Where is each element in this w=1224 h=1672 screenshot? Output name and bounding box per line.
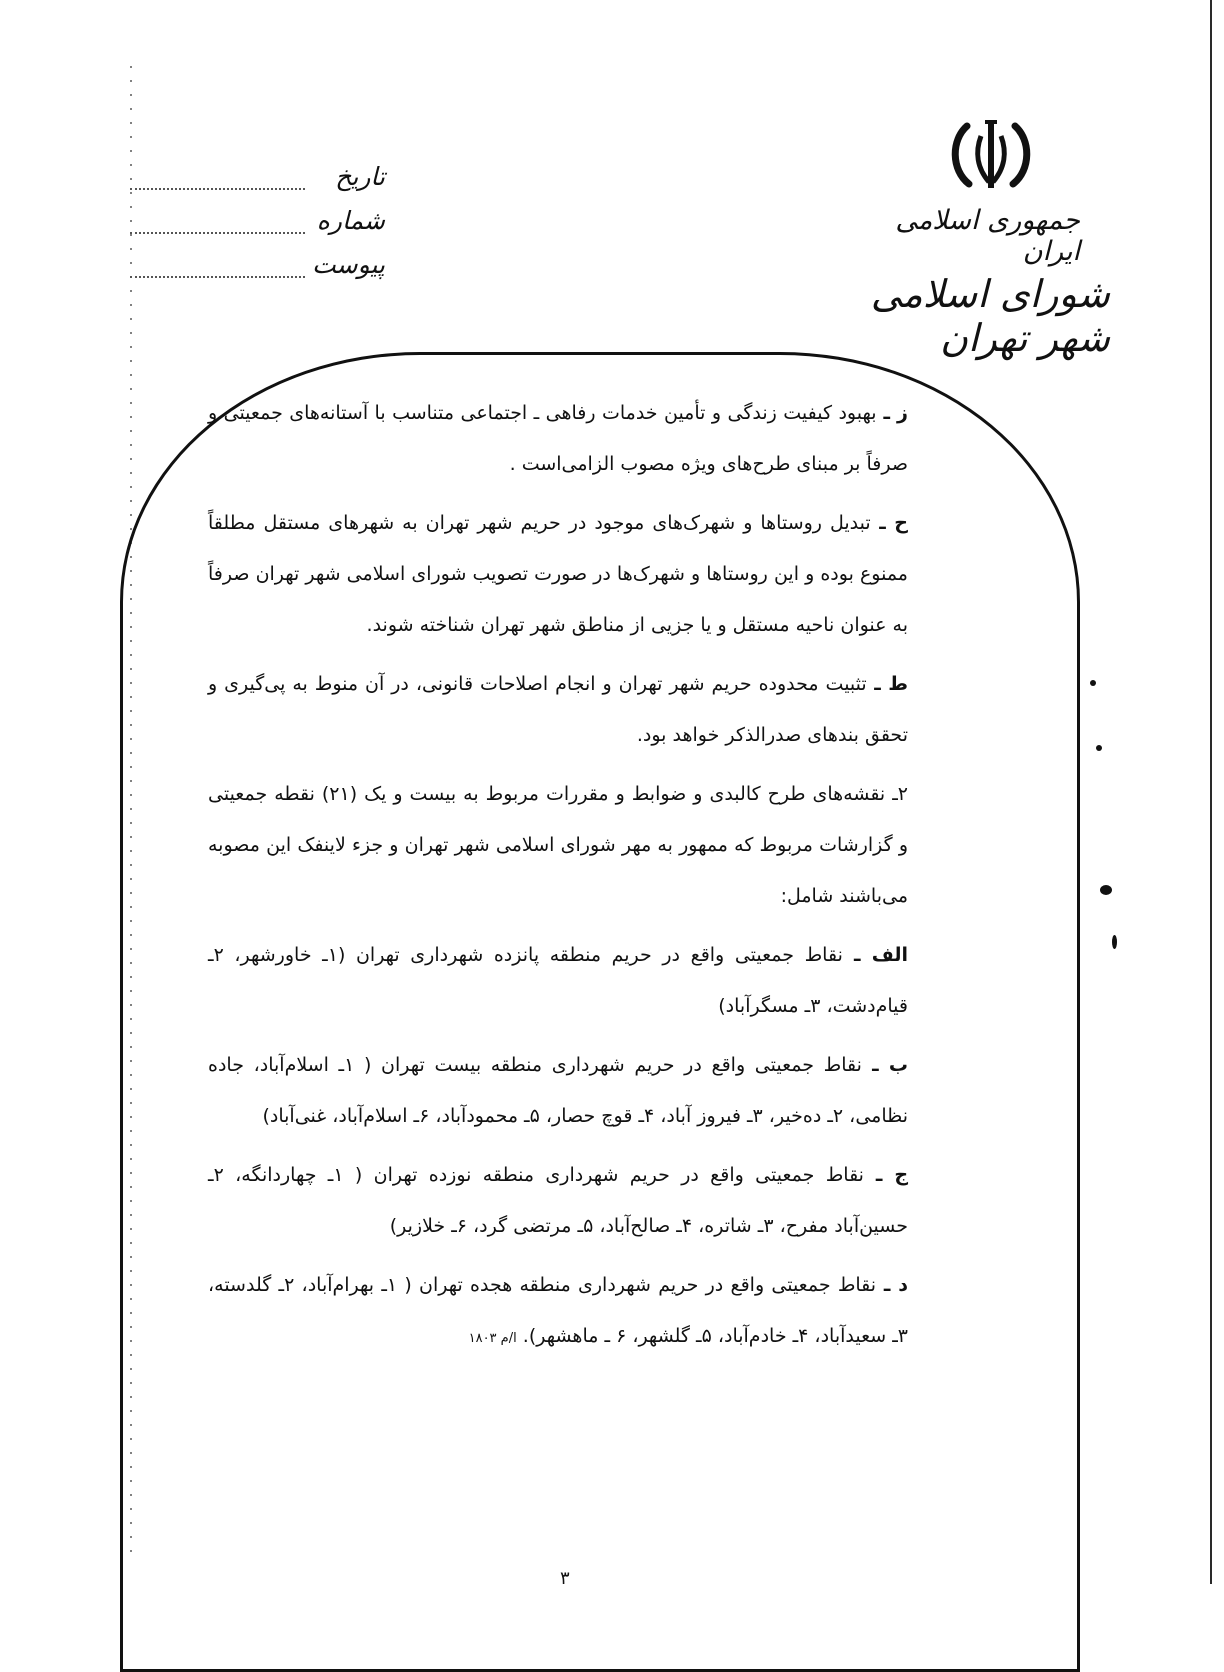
emblem-icon — [945, 118, 1037, 198]
item-marker: ح — [894, 512, 908, 534]
scan-speck — [1100, 885, 1112, 895]
paragraph: ط ـ تثبیت محدوده حریم شهر تهران و انجام اصلاحات قانونی، در آن منوط به پی‌گیری و تحقق بندهای صدرالذکر خواهد بود. — [208, 673, 908, 746]
item-marker: د — [898, 1274, 908, 1296]
date-line — [130, 188, 305, 190]
scan-speck — [1096, 745, 1102, 751]
paragraph: ز ـ بهبود کیفیت زندگی و تأمین خدمات رفاهی ـ اجتماعی متناسب با آستانه‌های جمعیتی و صرفاً بر مبنای طرح‌های ویژه مصوب الزامی‌است . — [208, 402, 908, 475]
item-marker: ب — [888, 1054, 908, 1076]
item-marker: الف — [871, 944, 908, 966]
document-body — [208, 388, 908, 1372]
paragraph-text: ۲ـ نقشه‌های طرح کالبدی و ضوابط و مقررات مربوط به بیست و یک (۲۱) نقطه جمعیتی و گزارشات مربوط که ممهور به مهر شورای اسلامی شهر تهران و جزء لاینفک این مصوبه می‌باشند شامل: — [208, 783, 909, 907]
paragraph-text: نقاط جمعیتی واقع در حریم شهرداری منطقه هجده تهران ( ۱ـ بهرام‌آباد، ۲ـ گلدسته، ۳ـ سعیدآباد، ۴ـ خادم‌آباد، ۵ـ گلشهر، ۶ ـ ماهشهر). — [208, 1274, 908, 1347]
paragraph-text: نقاط جمعیتی واقع در حریم شهرداری منطقه بیست تهران ( ۱ـ اسلام‌آباد، جاده نظامی، ۲ـ ده‌خیر، ۳ـ فیروز آباد، ۴ـ قوچ حصار، ۵ـ محمودآباد، ۶ـ اسلام‌آباد، غنی‌آباد) — [208, 1054, 908, 1127]
paragraph-text: نقاط جمعیتی واقع در حریم شهرداری منطقه نوزده تهران ( ۱ـ چهاردانگه، ۲ـ حسین‌آباد مفرح، ۳ـ شاتره، ۴ـ صالح‌آباد، ۵ـ مرتضی گرد، ۶ـ خلازیر) — [208, 1164, 908, 1237]
number-line — [130, 232, 305, 234]
reference-code: ا/م ۱۸۰۳ — [468, 1331, 517, 1346]
paragraph: الف ـ نقاط جمعیتی واقع در حریم منطقه پانزده شهرداری تهران (۱ـ خاورشهر، ۲ـ قیام‌دشت، ۳ـ مسگرآباد) — [208, 944, 908, 1017]
scan-speck — [1112, 935, 1117, 949]
paragraph-text: تبدیل روستاها و شهرک‌های موجود در حریم شهر تهران به شهرهای مستقل مطلقاً ممنوع بوده و این روستاها و شهرک‌ها در صورت تصویب شورای اسلامی شهر تهران صرفاً به عنوان ناحیه مستقل و یا جزیی از مناطق شهر تهران شناخته شوند. — [208, 512, 908, 636]
paragraph-text: بهبود کیفیت زندگی و تأمین خدمات رفاهی ـ اجتماعی متناسب با آستانه‌های جمعیتی و صرفاً بر مبنای طرح‌های ویژه مصوب الزامی‌است . — [208, 402, 908, 475]
paragraph: ب ـ نقاط جمعیتی واقع در حریم شهرداری منطقه بیست تهران ( ۱ـ اسلام‌آباد، جاده نظامی، ۲ـ ده‌خیر، ۳ـ فیروز آباد، ۴ـ قوچ حصار، ۵ـ محمودآباد، ۶ـ اسلام‌آباد، غنی‌آباد) — [208, 1054, 908, 1127]
date-field — [120, 162, 385, 202]
scan-speck — [1090, 680, 1096, 686]
item-marker: ج — [894, 1164, 909, 1186]
paragraph-text: نقاط جمعیتی واقع در حریم منطقه پانزده شهرداری تهران (۱ـ خاورشهر، ۲ـ قیام‌دشت، ۳ـ مسگرآباد) — [208, 944, 908, 1017]
page-number: ۳ — [560, 1568, 570, 1589]
paragraph: د ـ نقاط جمعیتی واقع در حریم شهرداری منطقه هجده تهران ( ۱ـ بهرام‌آباد، ۲ـ گلدسته، ۳ـ سعیدآباد، ۴ـ خادم‌آباد، ۵ـ گلشهر، ۶ ـ ماهشهر). ا/م ۱۸۰۳ — [208, 1274, 908, 1347]
attachment-label: پیوست — [312, 250, 385, 279]
scan-edge — [1210, 0, 1212, 1584]
paragraph — [208, 769, 908, 922]
number-field — [120, 206, 385, 246]
date-label: تاریخ — [335, 162, 385, 191]
paragraph-text: تثبیت محدوده حریم شهر تهران و انجام اصلاحات قانونی، در آن منوط به پی‌گیری و تحقق بندهای صدرالذکر خواهد بود. — [208, 673, 908, 746]
number-label: شماره — [316, 206, 385, 235]
paragraph: ج ـ نقاط جمعیتی واقع در حریم شهرداری منطقه نوزده تهران ( ۱ـ چهاردانگه، ۲ـ حسین‌آباد مفرح، ۳ـ شاتره، ۴ـ صالح‌آباد، ۵ـ مرتضی گرد، ۶ـ خلازیر) — [208, 1164, 909, 1237]
paragraph: ح ـ تبدیل روستاها و شهرک‌های موجود در حریم شهر تهران به شهرهای مستقل مطلقاً ممنوع بوده و این روستاها و شهرک‌ها در صورت تصویب شورای اسلامی شهر تهران صرفاً به عنوان ناحیه مستقل و یا جزیی از مناطق شهر تهران شناخته شوند. — [208, 512, 908, 636]
attachment-line — [130, 276, 305, 278]
item-marker: ط — [888, 673, 908, 695]
country-name: جمهوری اسلامی ایران — [895, 205, 1080, 267]
attachment-field — [120, 250, 385, 290]
council-name: شورای اسلامی شهر تهران — [870, 272, 1110, 360]
item-marker: ز — [897, 402, 908, 424]
